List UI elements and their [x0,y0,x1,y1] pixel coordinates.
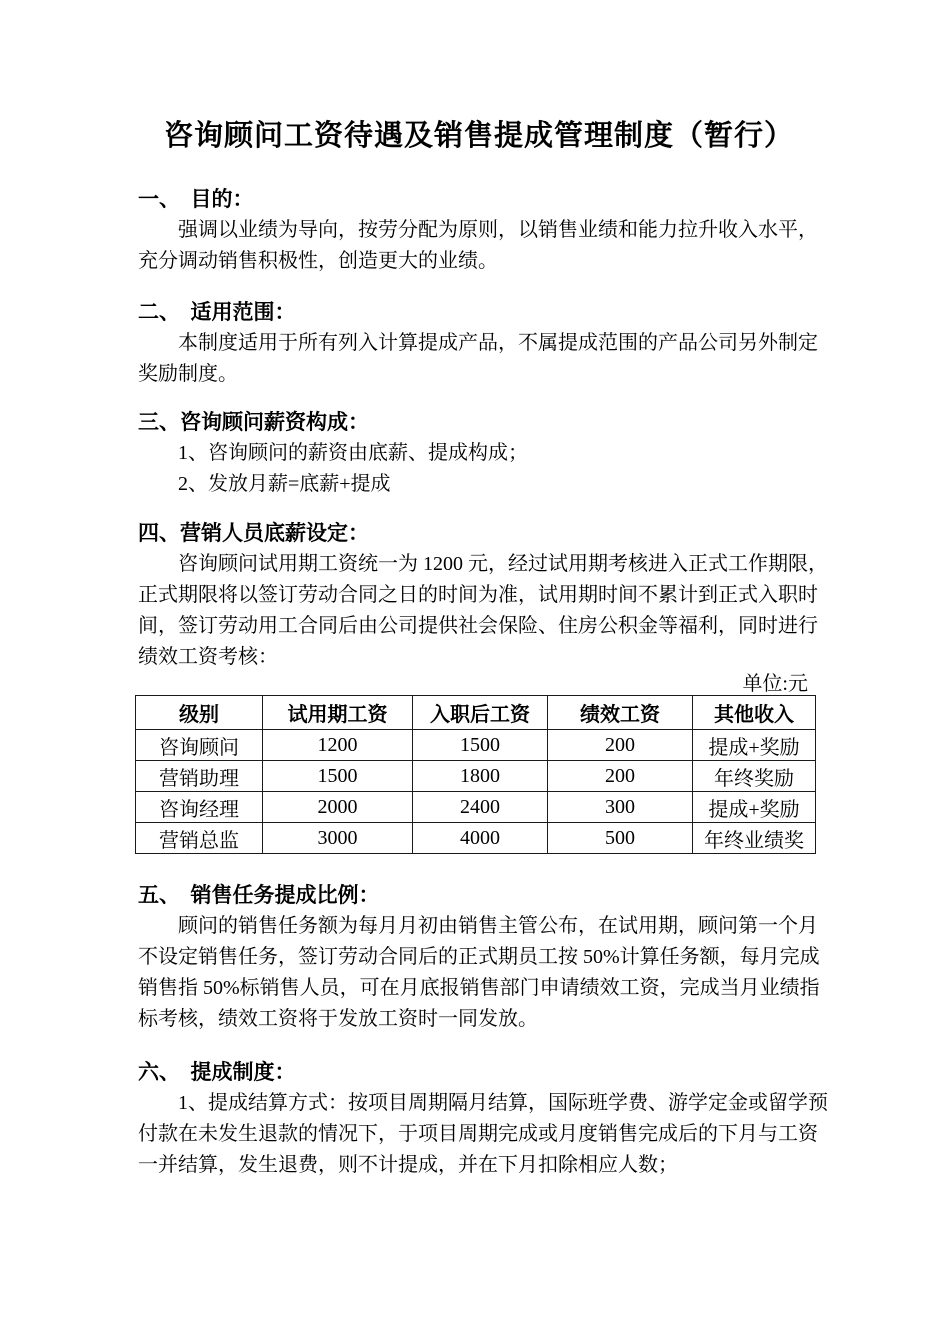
table-header-cell: 级别 [136,696,263,730]
table-cell: 1800 [413,761,548,792]
table-cell: 营销助理 [136,761,263,792]
salary-table [135,695,816,854]
table-cell: 2000 [263,792,413,823]
paragraph-line: 充分调动销售积极性，创造更大的业绩。 [138,250,498,272]
table-header-cell: 绩效工资 [548,696,693,730]
table-cell: 300 [548,792,693,823]
paragraph-line: 强调以业绩为导向，按劳分配为原则，以销售业绩和能力拉升收入水平， [178,219,818,241]
section-scope [138,297,820,390]
paragraph-line: 标考核，绩效工资将于发放工资时一同发放。 [138,1008,538,1030]
table-cell: 2400 [413,792,548,823]
table-cell: 1200 [263,730,413,761]
paragraph-line: 不设定销售任务，签订劳动合同后的正式期员工按 50%计算任务额，每月完成 [138,946,820,968]
section-commission-system [138,1057,828,1181]
section-heading: 一、 目的： [138,187,254,211]
table-cell: 4000 [413,823,548,854]
table-cell: 提成+奖励 [693,792,816,823]
table-cell: 提成+奖励 [693,730,816,761]
table-cell: 年终奖励 [693,761,816,792]
table-row [136,792,816,823]
section-heading: 四、营销人员底薪设定： [138,521,369,545]
section-heading: 五、 销售任务提成比例： [138,883,380,907]
table-cell: 年终业绩奖 [693,823,816,854]
paragraph-line: 绩效工资考核： [138,646,278,668]
table-cell: 3000 [263,823,413,854]
paragraph-line: 顾问的销售任务额为每月月初由销售主管公布，在试用期，顾问第一个月 [178,915,818,937]
list-item-line: 2、发放月薪=底薪+提成 [178,473,391,495]
table-header-cell: 入职后工资 [413,696,548,730]
table-cell: 营销总监 [136,823,263,854]
paragraph-line: 销售指 50%标销售人员，可在月底报销售部门申请绩效工资，完成当月业绩指 [138,977,820,999]
paragraph-line: 一并结算，发生退费，则不计提成，并在下月扣除相应人数； [138,1154,678,1176]
document-title: 咨询顾问工资待遇及销售提成管理制度（暂行） [163,120,794,152]
list-item-line: 1、咨询顾问的薪资由底薪、提成构成； [178,442,528,464]
paragraph-line: 1、提成结算方式：按项目周期隔月结算，国际班学费、游学定金或留学预 [178,1092,828,1114]
table-cell: 咨询经理 [136,792,263,823]
table-header-cell: 试用期工资 [263,696,413,730]
paragraph-line: 咨询顾问试用期工资统一为 1200 元，经过试用期考核进入正式工作期限， [178,553,828,575]
table-row [136,761,816,792]
paragraph-line: 本制度适用于所有列入计算提成产品，不属提成范围的产品公司另外制定 [178,332,818,354]
paragraph-line: 正式期限将以签订劳动合同之日的时间为准，试用期时间不累计到正式入职时 [138,584,818,606]
section-purpose [138,184,820,277]
table-row [136,730,816,761]
table-cell: 200 [548,730,693,761]
section-heading: 六、 提成制度： [138,1060,296,1084]
table-row [136,823,816,854]
table-cell: 1500 [263,761,413,792]
paragraph-line: 付款在未发生退款的情况下，于项目周期完成或月度销售完成后的下月与工资 [138,1123,818,1145]
unit-note: 单位:元 [742,673,808,695]
paragraph-line: 间，签订劳动用工合同后由公司提供社会保险、住房公积金等福利，同时进行 [138,615,818,637]
section-salary-composition [138,407,820,500]
section-heading: 三、咨询顾问薪资构成： [138,410,369,434]
table-cell: 1500 [413,730,548,761]
section-heading: 二、 适用范围： [138,300,296,324]
table-cell: 500 [548,823,693,854]
table-cell: 咨询顾问 [136,730,263,761]
table-cell: 200 [548,761,693,792]
table-header-row [136,696,816,730]
paragraph-line: 奖励制度。 [138,363,238,385]
section-sales-task-commission [138,880,820,1035]
table-header-cell: 其他收入 [693,696,816,730]
section-base-salary [138,518,828,673]
